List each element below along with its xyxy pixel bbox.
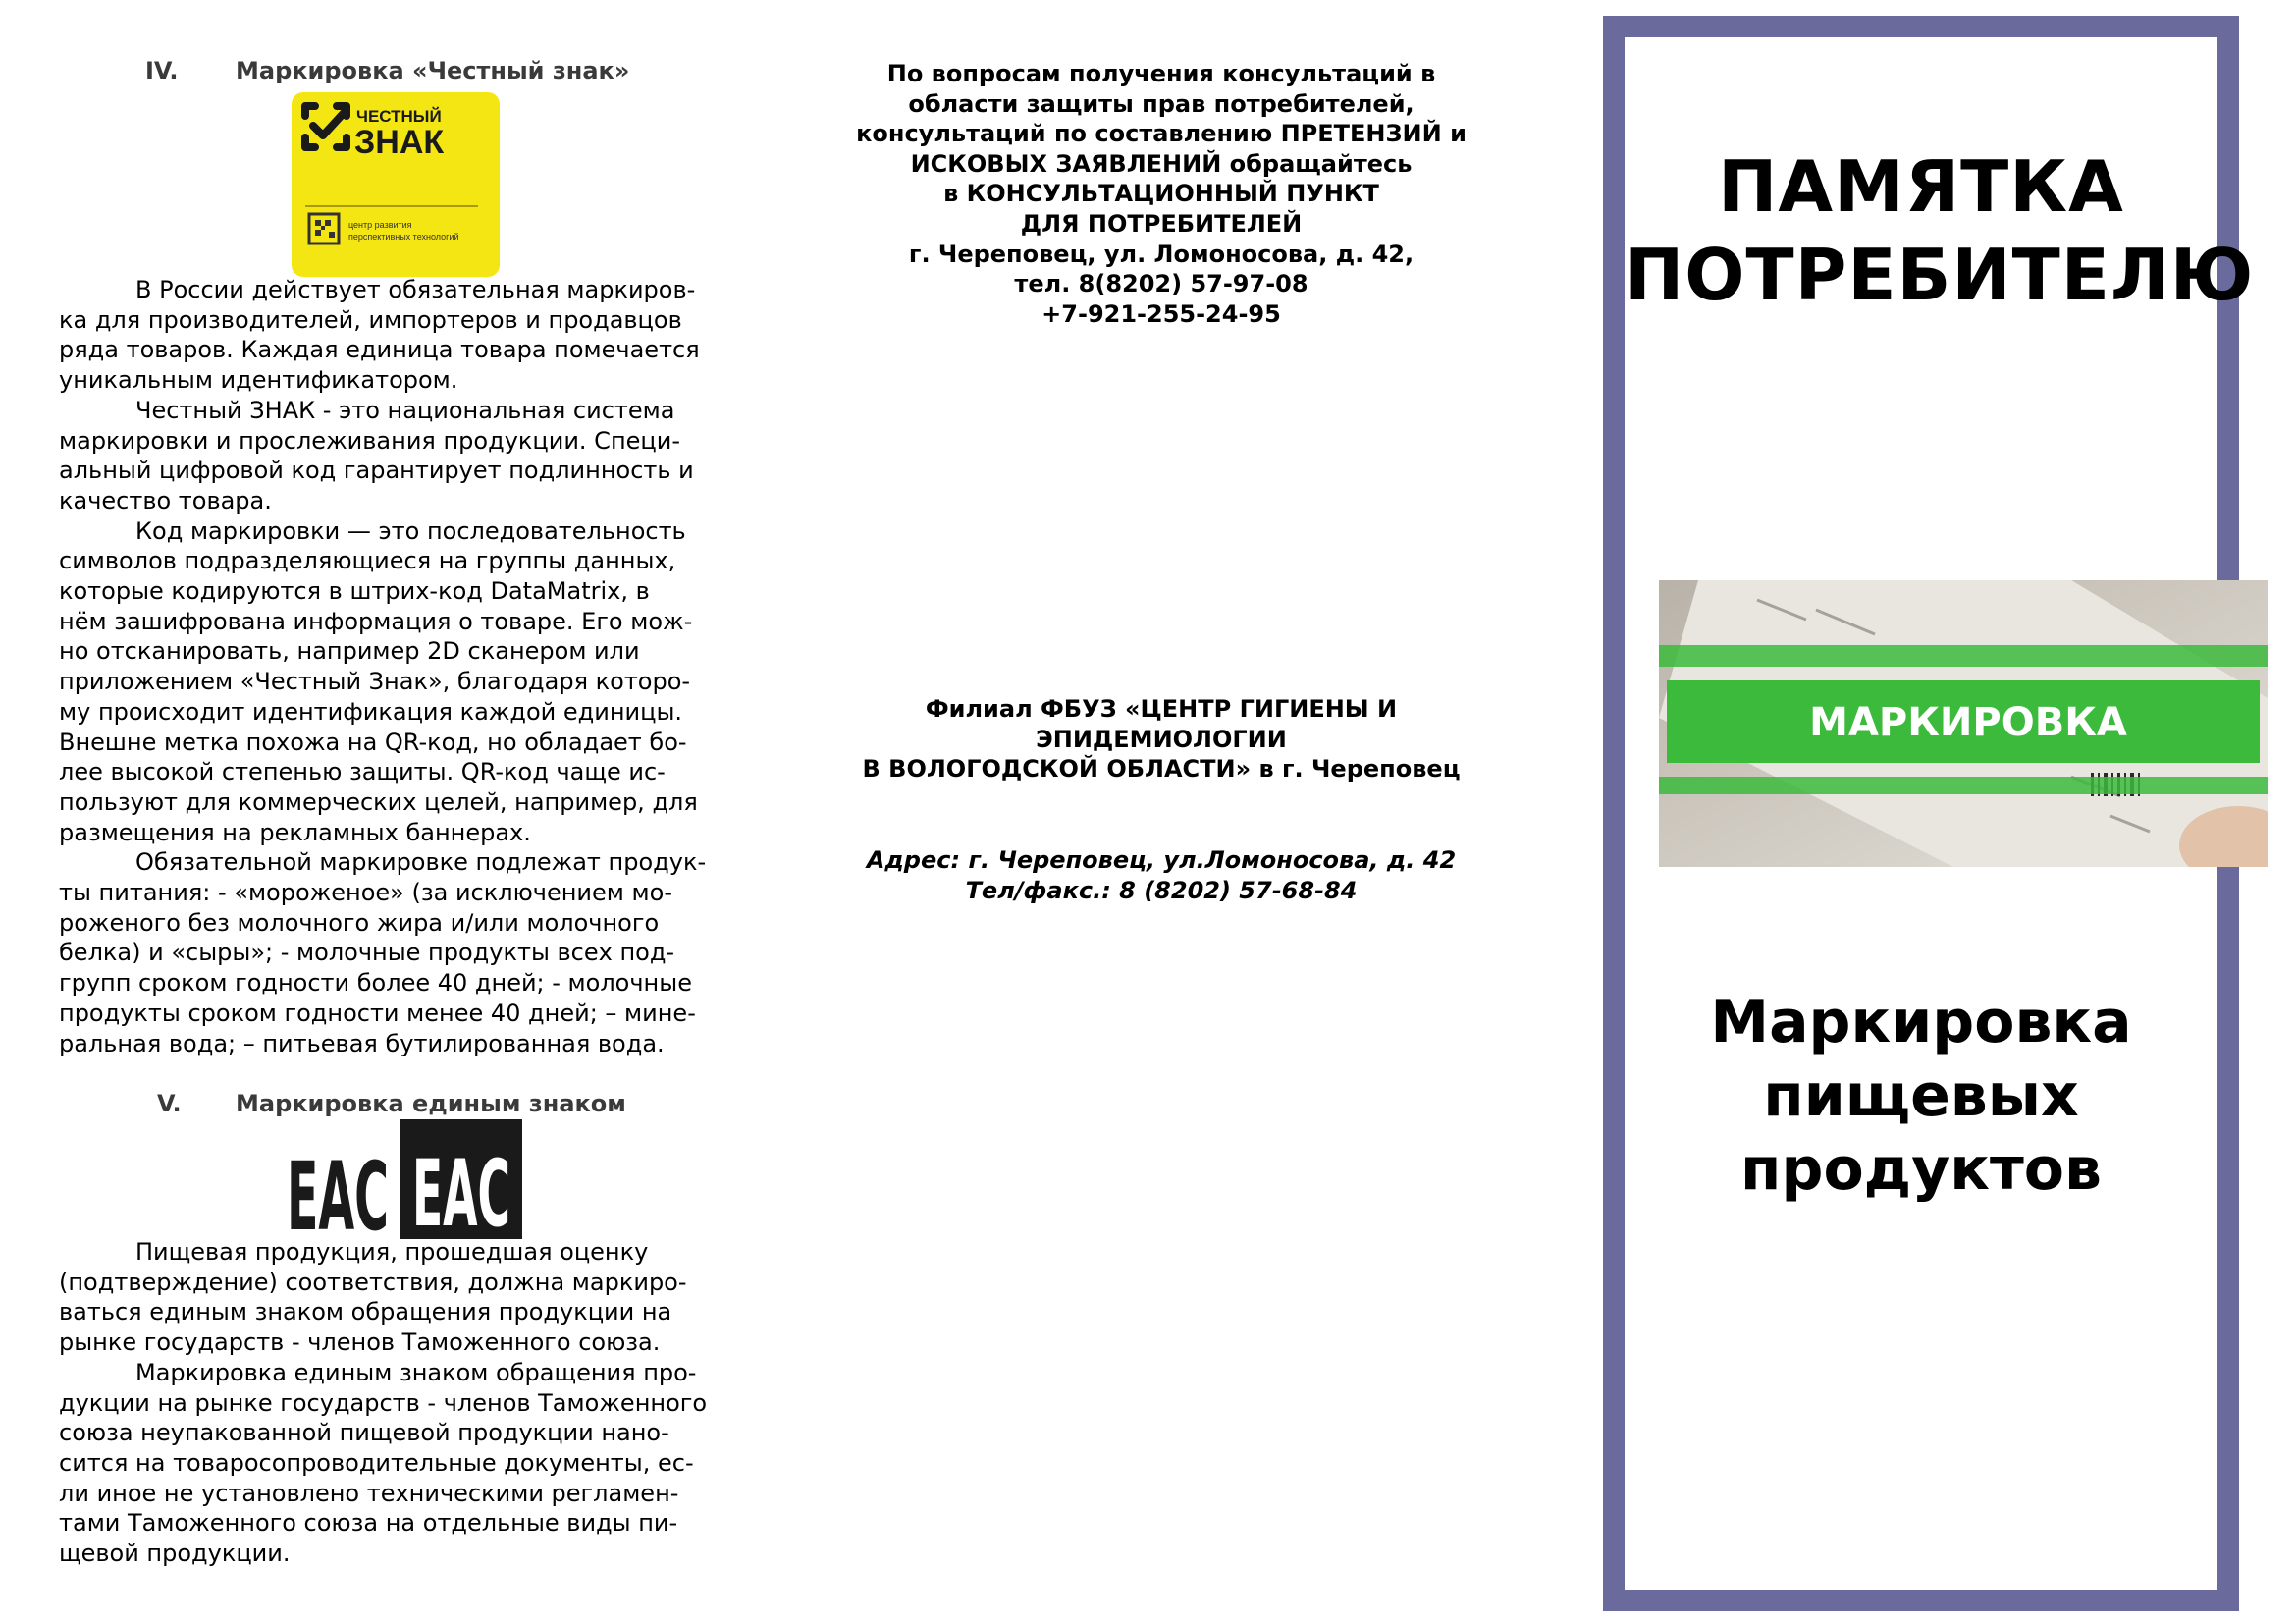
consultation-block: По вопросам получения консультаций в области защиты прав потребителей, консультаций по составлению ПРЕТЕНЗИЙ и ИСКОВЫХ ЗАЯВЛЕНИЙ обращайтесь в КОНСУЛЬТАЦИОННЫЙ ПУНКТ ДЛЯ ПОТРЕБИТЕЛЕЙ г. Череповец, ул. Ломоносова, д. 42, тел. 8(8202) 57-97-08 +7-921-255-24-95 [856, 60, 1467, 328]
logo-caption2: перспективных технологий [348, 232, 459, 242]
section-title: Маркировка «Честный знак» [236, 57, 630, 84]
section-number: IV. [145, 57, 179, 84]
paragraph: Пищевая продукция, прошедшая оценку (подтверждение) соответствия, должна маркиро- ваться единым знаком обращения продукции на рынке государств - членов Таможенного союза. [59, 1238, 687, 1357]
organization-block: Филиал ФБУЗ «ЦЕНТР ГИГИЕНЫ И ЭПИДЕМИОЛОГИИ В ВОЛОГОДСКОЙ ОБЛАСТИ» в г. Череповец [862, 695, 1461, 784]
paragraph: Честный ЗНАК - это национальная система маркировки и прослеживания продукции. Специ- альный цифровой код гарантирует подлинность и качество товара. [59, 396, 694, 514]
section-number: V. [157, 1090, 182, 1117]
logo-line1: ЧЕСТНЫЙ [356, 107, 442, 126]
cover-subtitle: Маркировка пищевых продуктов [1710, 988, 2132, 1204]
section-title: Маркировка единым знаком [236, 1090, 626, 1117]
paragraph: Код маркировки — это последовательность символов подразделяющиеся на группы данных, которые кодируются в штрих-код DataMatrix, в нём зашифрована информация о товаре. Его мож- но отсканировать, например 2D сканером или приложением «Честный Знак», благодаря которо- му происходит идентификация каждой единицы. Внешне метка похожа на QR-код, но обладает бо- лее высокой степенью защиты. QR-код чаще ис- пользуют для коммерческих целей, например, для размещения на рекламных баннерах. [59, 516, 698, 846]
paragraph: В России действует обязательная маркиров- ка для производителей, импортеров и продавцов ряда товаров. Каждая единица товара помечается уникальным идентификатором. [59, 276, 700, 395]
eac-mark-light: EAC [287, 1142, 389, 1239]
section-heading-iv [59, 57, 729, 90]
address-block: Адрес: г. Череповец, ул.Ломоносова, д. 42 Тел/факс.: 8 (8202) 57-68-84 [866, 846, 1457, 904]
logo-line2: ЗНАК [354, 124, 445, 161]
qr-code-icon [309, 214, 339, 244]
left-column [59, 57, 729, 1568]
section-v-text [59, 1237, 729, 1569]
chestny-znak-logo [292, 92, 500, 277]
paragraph: Маркировка единым знаком обращения про- дукции на рынке государств - членов Таможенного союза неупакованной пищевой продукции нано- сится на товаросопроводительные документы, ес- ли иное не установлено техническими регламен- тами Таможенного союза на отдельные виды пи- щевой продукции. [59, 1358, 708, 1568]
section-heading-v [59, 1090, 729, 1123]
logo-caption1: центр развития [348, 220, 412, 230]
eac-logo [281, 1119, 522, 1239]
eac-mark-dark: EAC [412, 1141, 510, 1239]
cover-panel [1603, 16, 2255, 1611]
paragraph: Обязательной маркировке подлежат продук- ты питания: - «мороженое» (за исключением мо- роженого без молочного жира и/или молочного белка) и «сыры»; - молочные продукты всех под- групп сроком годности более 40 дней; - молочные продукты сроком годности менее 40 дней; – мине- ральная вода; – питьевая бутилированная вода. [59, 848, 707, 1057]
cover-title: ПАМЯТКА ПОТРЕБИТЕЛЮ [1625, 145, 2255, 316]
marking-banner-image [1659, 580, 2268, 867]
banner-text: МАРКИРОВКА [1809, 700, 2127, 745]
section-iv-text [59, 275, 729, 1058]
